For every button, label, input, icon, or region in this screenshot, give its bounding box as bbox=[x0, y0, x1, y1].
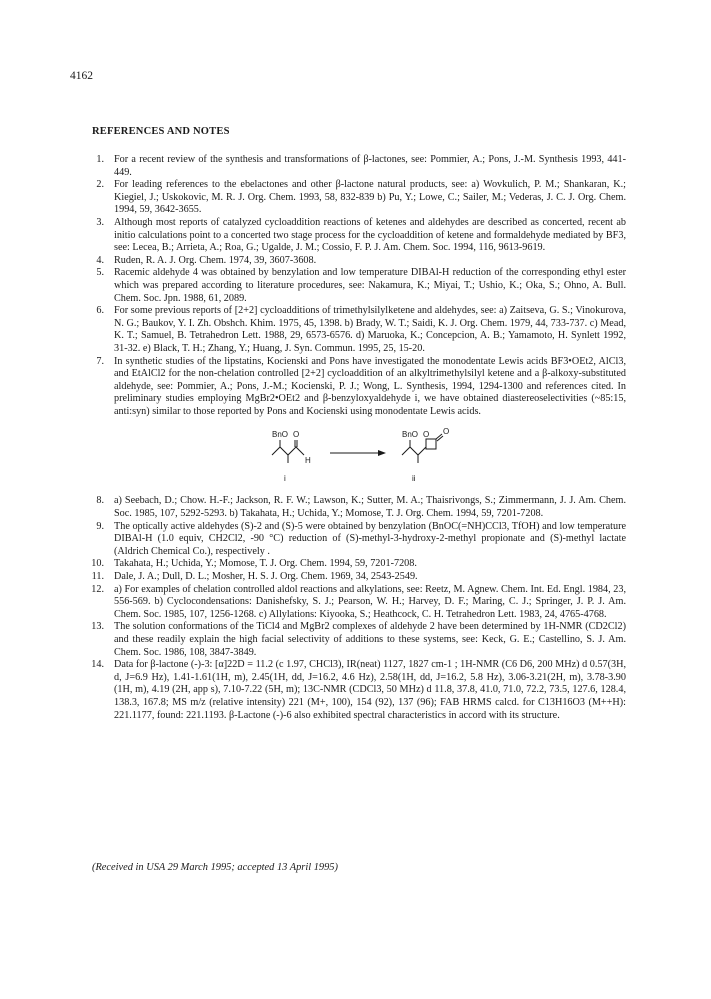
lactone-backbone bbox=[402, 447, 426, 455]
reference-text: For a recent review of the synthesis and transformations of β-lactones, see: Pommier, A.; Pons, J.-M. Synthesis 1993, 441-449. bbox=[114, 154, 626, 178]
scheme-right-carbonyl-oxygen: O bbox=[443, 427, 450, 437]
reference-item bbox=[92, 621, 626, 659]
reference-number: 9. bbox=[96, 520, 104, 532]
reference-item bbox=[92, 267, 626, 305]
scheme-left-group: BnO bbox=[272, 430, 289, 440]
reference-text: For some previous reports of [2+2] cycloadditions of trimethylsilylketene and aldehydes, see: a) Zaitseva, G. S.; Vinokurova, N. G.; Baukov, Y. I. Zh. Obshch. Khim. 1975, 45, 1398. b) Brady, W. T.; Saidi, K. J. Org. Chem. 1979, 44, 733-737. c) Mead, K. T.; Samuel, B. Tetrahedron Lett. 1988, 29, 6573-6576. d) Maruoka, K.; Concepcion, A. B.; Yamamoto, H. Synlett 1992, 31-32. e) Black, T. H.; Zhang, Y.; Huang, J. Syn. Commun. 1995, 25, 15-20. bbox=[114, 305, 626, 354]
reference-text: Although most reports of catalyzed cycloaddition reactions of ketenes and aldehydes are described as concerted, recent ab initio calculations point to a concerted two stage process for the cycloaddition of ketene and formaldehyde mediated by BF3, see: Lecea, B.; Arrieta, A.; Roa, G.; Ugalde, J. M.; Cossio, F. P. J. Am. Chem. Soc. 1994, 116, 9613-9619. bbox=[114, 216, 626, 254]
reference-item bbox=[92, 356, 626, 419]
scheme-right-ring-oxygen: O bbox=[423, 430, 430, 440]
reaction-scheme-drawing bbox=[92, 425, 626, 491]
arrow-head bbox=[378, 450, 386, 456]
aldehyde-backbone bbox=[272, 447, 304, 455]
reference-number: 14. bbox=[91, 659, 104, 671]
reference-text: Ruden, R. A. J. Org. Chem. 1974, 39, 3607-3608. bbox=[114, 254, 317, 266]
reference-item bbox=[92, 558, 626, 571]
section-title: REFERENCES AND NOTES bbox=[92, 126, 230, 137]
reference-number: 5. bbox=[96, 267, 104, 279]
reference-item bbox=[92, 659, 626, 722]
reference-number: 7. bbox=[96, 355, 104, 367]
reaction-scheme bbox=[92, 425, 626, 491]
reference-item bbox=[92, 154, 626, 179]
reference-item bbox=[92, 495, 626, 520]
received-date-note: (Received in USA 29 March 1995; accepted 13 April 1995) bbox=[92, 862, 338, 873]
reference-text: The optically active aldehydes (S)-2 and (S)-5 were obtained by benzylation (BnOC(=NH)CCl3, TfOH) and low temperature DIBAl-H (1.0 equiv, CH2Cl2, -90 °C) reduction of (S)-methyl-3-hydroxy-2-methyl propionate and (S)-methyl lactate (Aldrich Chemical Co.), respectively . bbox=[114, 520, 626, 557]
reference-item bbox=[92, 521, 626, 559]
scheme-left-carbonyl: O bbox=[293, 430, 300, 440]
reference-number: 13. bbox=[91, 621, 104, 633]
reference-text: For leading references to the ebelactones and other β-lactone natural products, see: a) Wovkulich, P. M.; Shankaran, K.; Kiegiel, J.; Uskokovic, M. R. J. Org. Chem. 1993, 58, 832-839 b) Pu, Y.; Lowe, C.; Sailer, M.; Vederas, J. C. J. Org. Chem. 1994, 59, 3642-3655. bbox=[114, 179, 626, 216]
reference-item bbox=[92, 179, 626, 217]
reference-item bbox=[92, 255, 626, 268]
beta-lactone-ring bbox=[426, 439, 436, 449]
reference-item bbox=[92, 571, 626, 584]
scheme-right-label: ii bbox=[412, 474, 416, 484]
reference-text: Data for β-lactone (-)-3: [α]22D = 11.2 (c 1.97, CHCl3), IR(neat) 1127, 1827 cm-1 ; 1H-NMR (C6 D6, 200 MHz) d 0.57(3H, d, J=6.9 Hz), 1.41-1.61(1H, m), 2.45(1H, dd, J=16.2, 4.6 Hz), 2.58(1H, dd, J=16.2, 5.8 Hz), 3.06-3.21(2H, m), 3.78-3.90 (1H, m), 4.19 (2H, app s), 7.10-7.22 (5H, m); 13C-NMR (CDCl3, 50 MHz) d 11.8, 37.8, 41.0, 71.0, 72.2, 73.5, 127.6, 128.4, 138.3, 167.8; MS m/z (relative intensity) 221 (M+, 100), 154 (92), 137 (96); FAB HRMS calcd. for C13H16O3 (M++H): 221.1177, found: 221.1193. β-Lactone (-)-6 also exhibited spectral characteristics in accord with its structure. bbox=[114, 659, 626, 721]
scheme-left-label: i bbox=[284, 474, 286, 484]
reference-text: The solution conformations of the TiCl4 and MgBr2 complexes of aldehyde 2 have been determined by 1H-NMR (CD2Cl2) and these readily explain the high facial selectivity of additions to these systems, see: Keck, G. E.; Castellino, S. J. Am. Chem. Soc. 1986, 108, 3847-3849. bbox=[114, 621, 626, 658]
reference-number: 11. bbox=[91, 571, 104, 583]
page-number: 4162 bbox=[70, 70, 93, 82]
reference-list bbox=[92, 154, 626, 722]
reference-number: 6. bbox=[96, 305, 104, 317]
reference-number: 4. bbox=[96, 254, 104, 266]
reference-text: Takahata, H.; Uchida, Y.; Momose, T. J. Org. Chem. 1994, 59, 7201-7208. bbox=[114, 558, 417, 570]
reference-item bbox=[92, 305, 626, 355]
lactone-carbonyl-bond bbox=[436, 434, 442, 439]
reference-text: Dale, J. A.; Dull, D. L.; Mosher, H. S. J. Org. Chem. 1969, 34, 2543-2549. bbox=[114, 571, 418, 583]
scheme-right-group: BnO bbox=[402, 430, 419, 440]
reference-number: 8. bbox=[96, 495, 104, 507]
reference-number: 10. bbox=[91, 558, 104, 570]
reference-text: Racemic aldehyde 4 was obtained by benzylation and low temperature DIBAl-H reduction of the corresponding ethyl ester which was prepared according to literature procedures, see: Nakamura, K.; Miyai, T.; Ushio, K.; Oka, S.; Ohno, A. Bull. Chem. Soc. Jpn. 1988, 61, 2089. bbox=[114, 267, 626, 304]
reference-item bbox=[92, 217, 626, 255]
reference-number: 12. bbox=[91, 583, 104, 595]
reference-text: a) Seebach, D.; Chow. H.-F.; Jackson, R. F. W.; Lawson, K.; Sutter, M. A.; Thaisrivongs, S.; Zimmermann, J. J. Am. Chem. Soc. 1985, 107, 5292-5293. b) Takahata, H.; Uchida, Y.; Momose, T. J. Org. Chem. 1994, 59, 7201-7208. bbox=[114, 495, 626, 520]
reference-number: 2. bbox=[96, 179, 104, 191]
reference-number: 3. bbox=[96, 216, 104, 228]
reference-text: In synthetic studies of the lipstatins, Kocienski and Pons have investigated the monodentate Lewis acids BF3•OEt2, AlCl3, and EtAlCl2 for the non-chelation controlled [2+2] cycloaddition of an alkyltrimethylsilyl ketene and a β-alkoxy-substituted aldehyde, see: Pommier, A.; Pons, J.-M.; Kocienski, P. J.; Wong, L. Synthesis, 1994, 1294-1300 and references cited. In preliminary studies employing MgBr2•OEt2 and β-benzyloxyaldehyde i, we have obtained diastereoselectivities (~85:15, anti:syn) similar to those reported by Pons and Kocienski using monodentate Lewis acids. bbox=[114, 355, 626, 417]
lactone-carbonyl-bond bbox=[437, 436, 443, 441]
reference-text: a) For examples of chelation controlled aldol reactions and alkylations, see: Reetz, M. Agnew. Chem. Int. Ed. Engl. 1984, 23, 556-569. b) Cyclocondensations: Danishefsky, S. J.; Pearson, W. H.; Harvey, D. F.; Maring, C. J.; Springer, J. P. J. Am. Chem. Soc. 1985, 107, 1256-1268. c) Allylations: Kiyooka, S.; Heathcock, C. H. Tetrahedron Lett. 1983, 24, 4765-4768. bbox=[114, 583, 626, 620]
reference-number: 1. bbox=[96, 154, 104, 165]
scheme-left-h: H bbox=[305, 456, 311, 466]
reference-item bbox=[92, 584, 626, 622]
